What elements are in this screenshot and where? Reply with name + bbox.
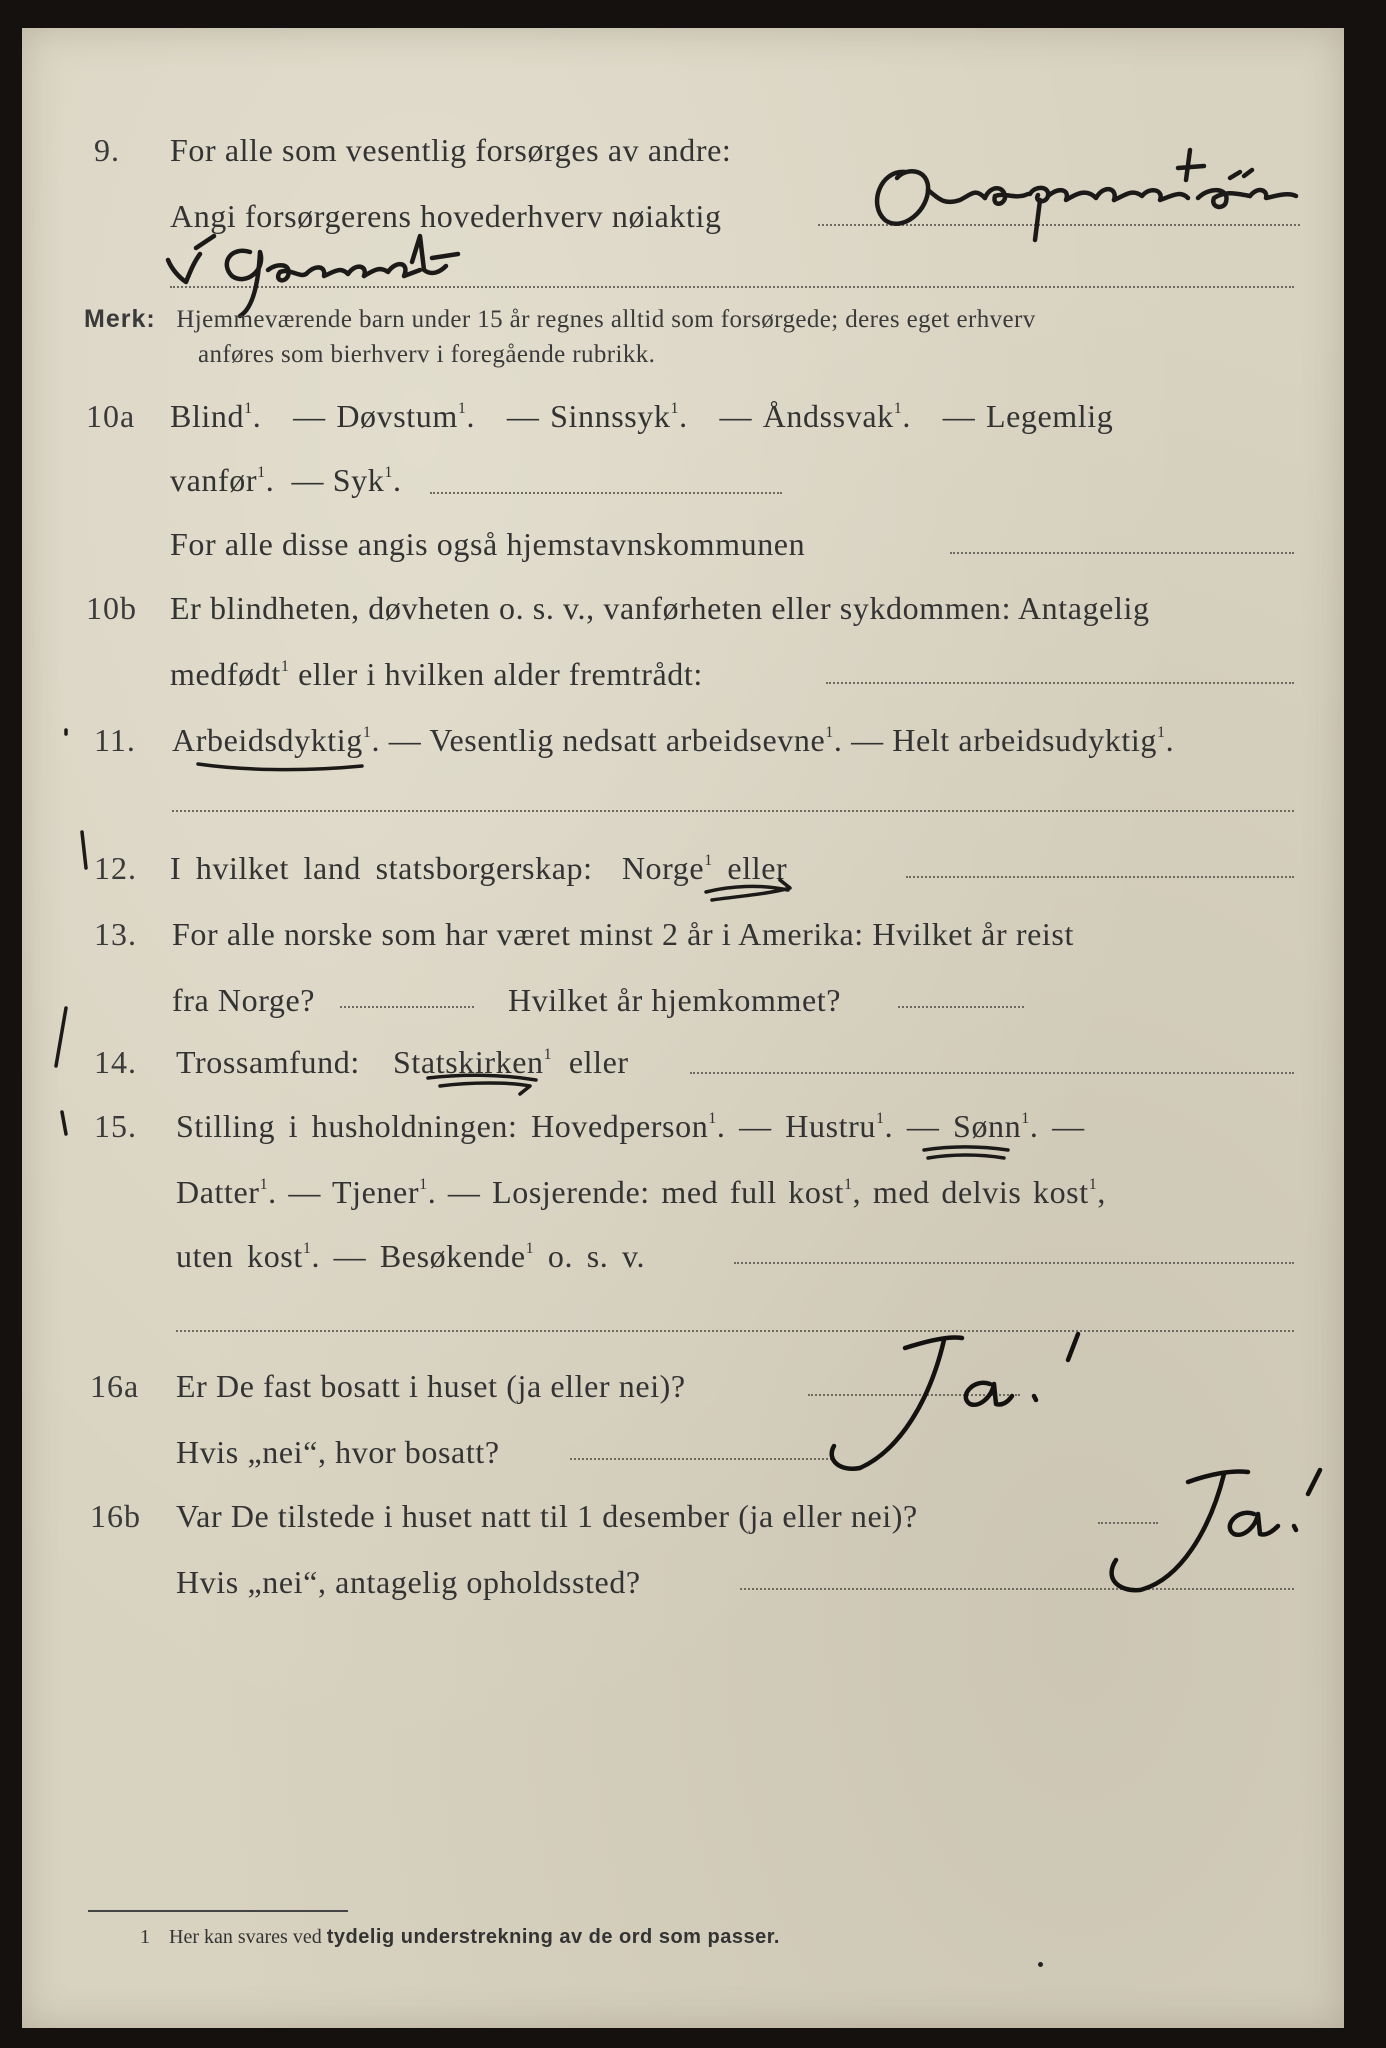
- opt-delvis-kost: , med delvis kost: [852, 1174, 1089, 1210]
- footnote-text-b: tydelig understrekning av de ord som passer.: [326, 1926, 780, 1948]
- q16b-line1: Var De tilstede i huset natt til 1 desember (ja eller nei)?: [176, 1498, 918, 1534]
- handwriting-q16b-excl: [1294, 1470, 1320, 1530]
- footnote-ref: 1: [259, 1176, 269, 1193]
- q15-line2: Datter$^1$. — Tjener$^1$. — Losjerende: med full kost$^1$, med delvis kost$^1$,: [176, 1174, 1106, 1210]
- footnote-ref: 1: [419, 1176, 428, 1193]
- underline-hustru: [924, 1147, 1008, 1158]
- opt-norge: Norge: [621, 850, 705, 886]
- footnote-ref: 1: [825, 724, 834, 741]
- q14-number: 14.: [94, 1044, 137, 1080]
- footnote-ref: 1: [1088, 1176, 1098, 1193]
- q16b-number: 16b: [90, 1498, 141, 1534]
- merk-text-2: anføres som bierhverv i foregående rubrikk.: [198, 341, 656, 368]
- opt-uten-kost: uten kost: [176, 1238, 303, 1274]
- handwriting-q16b-a: [1230, 1513, 1278, 1535]
- q13-number: 13.: [94, 916, 137, 952]
- footnote-ref: 1: [280, 658, 290, 675]
- footnote-ref: 1: [844, 1176, 853, 1193]
- opt-hovedperson: Stilling i husholdningen: Hovedperson: [176, 1108, 709, 1144]
- underline-norge: [706, 880, 790, 900]
- q9-line2: Angi forsørgerens hovederhverv nøiaktig: [170, 198, 722, 234]
- opt-sonn: — Sønn: [906, 1108, 1022, 1144]
- footnote-ref: 1: [543, 1046, 553, 1063]
- footnote-ref: 1: [525, 1240, 535, 1257]
- opt-udyktig: — Helt arbeidsudyktig: [851, 722, 1157, 758]
- q16a-line2: Hvis „nei“, hvor bosatt?: [176, 1434, 500, 1470]
- q15-osv: o. s. v.: [547, 1238, 646, 1274]
- opt-arbeidsdyktig: Arbeidsdyktig: [172, 722, 363, 758]
- merk-text-1: Hjemmeværende barn under 15 år regnes alltid som forsørgede; deres eget erhverv: [176, 306, 1036, 333]
- q12-eller: eller: [727, 850, 788, 886]
- footnote-ref: 1: [457, 400, 467, 417]
- q13-line1: For alle norske som har været minst 2 år i Amerika: Hvilket år reist: [172, 916, 1074, 952]
- opt-full-kost: — Losjerende: med full kost: [447, 1174, 845, 1210]
- footnote-text-a: Her kan svares ved: [169, 1926, 322, 1948]
- q9-number: 9.: [94, 132, 120, 168]
- opt-medfodt: medfødt: [170, 656, 281, 692]
- handwriting-q16a-excl: [1034, 1334, 1078, 1400]
- q15-dash: —: [1052, 1108, 1085, 1144]
- opt-legemlig: — Legemlig: [942, 398, 1114, 434]
- footnote-ref: 1: [384, 464, 393, 481]
- opt-andssvak: — Åndssvak: [719, 398, 894, 434]
- q11-number: 11.: [94, 722, 136, 758]
- footnote-rule: [88, 1910, 348, 1912]
- footnote-ref: 1: [708, 1110, 717, 1127]
- q14-text: Trossamfund:: [176, 1044, 360, 1080]
- opt-hustru: — Hustru: [739, 1108, 877, 1144]
- footnote: [140, 1926, 780, 1949]
- q13-line2a: fra Norge?: [172, 982, 316, 1018]
- handwriting-q16a-J: [832, 1337, 962, 1468]
- footnote-ref: 1: [244, 400, 253, 417]
- q15-comma: ,: [1097, 1174, 1106, 1210]
- handwriting-q16b-J: [1112, 1471, 1248, 1590]
- margin-tick-12: [82, 832, 86, 868]
- q13-line2b: Hvilket år hjemkommet?: [508, 982, 842, 1018]
- handwriting-q16a-a: [966, 1383, 1012, 1405]
- footnote-ref: 1: [257, 464, 266, 481]
- q16a-number: 16a: [90, 1368, 140, 1404]
- opt-vanfor: vanfør: [170, 462, 258, 498]
- footnote-ref: 1: [302, 1240, 312, 1257]
- footnote-ref: 1: [1157, 724, 1166, 741]
- opt-sinnssyk: — Sinnssyk: [506, 398, 671, 434]
- margin-tick-14: [56, 1008, 66, 1066]
- q12-number: 12.: [94, 850, 137, 886]
- opt-statskirken: Statskirken: [393, 1044, 544, 1080]
- opt-blind: Blind: [170, 398, 245, 434]
- q12-text: I hvilket land statsborgerskap:: [170, 850, 593, 886]
- footnote-ref: 1: [362, 724, 372, 741]
- footnote-mark: 1: [140, 1926, 150, 1948]
- merk-label: Merk:: [84, 305, 156, 333]
- q15-number: 15.: [94, 1108, 137, 1144]
- q10b-number: 10b: [86, 590, 137, 626]
- q10b-line1: Er blindheten, døvheten o. s. v., vanførheten eller sykdommen: Antagelig: [170, 590, 1150, 626]
- opt-dovstum: — Døvstum: [293, 398, 458, 434]
- q11-line: Arbeidsdyktig$^1$. — Vesentlig nedsatt arbeidsevne$^1$. — Helt arbeidsudyktig$^1$.: [172, 722, 1175, 758]
- q15-line1: Stilling i husholdningen: Hovedperson$^1$. — Hustru$^1$. — Sønn$^1$. —: [176, 1108, 1085, 1144]
- q10b-line2-text: eller i hvilken alder fremtrådt:: [298, 656, 703, 692]
- q9-line1: For alle som vesentlig forsørges av andre:: [170, 132, 732, 168]
- opt-tjener: — Tjener: [288, 1174, 420, 1210]
- q10a-number: 10a: [86, 398, 136, 434]
- ink-dot: [1038, 1962, 1043, 1967]
- underline-arbeidsdyktig: [198, 764, 362, 770]
- q16a-line1: Er De fast bosatt i huset (ja eller nei)?: [176, 1368, 686, 1404]
- footnote-ref: 1: [1021, 1110, 1030, 1127]
- q14-eller: eller: [568, 1044, 629, 1080]
- opt-syk: — Syk: [291, 462, 385, 498]
- q10a-line1: Blind$^1$. — Døvstum$^1$. — Sinnssyk$^1$. — Åndssvak$^1$. — Legemlig: [170, 398, 1114, 434]
- underline-statskirken: [428, 1075, 536, 1094]
- margin-tick-15: [62, 1112, 66, 1134]
- footnote-ref: 1: [704, 852, 713, 869]
- opt-datter: Datter: [176, 1174, 260, 1210]
- footnote-ref: 1: [893, 400, 903, 417]
- footnote-ref: 1: [876, 1110, 885, 1127]
- footnote-ref: 1: [670, 400, 680, 417]
- opt-nedsatt: — Vesentlig nedsatt arbeidsevne: [388, 722, 826, 758]
- q10a-line2: vanfør$^1$. — Syk$^1$.: [170, 462, 402, 498]
- opt-besokende: — Besøkende: [333, 1238, 526, 1274]
- q10a-line3: For alle disse angis også hjemstavnskommunen: [170, 526, 806, 562]
- q16b-line2: Hvis „nei“, antagelig opholdssted?: [176, 1564, 641, 1600]
- q15-line3: uten kost$^1$. — Besøkende$^1$ o. s. v.: [176, 1238, 646, 1274]
